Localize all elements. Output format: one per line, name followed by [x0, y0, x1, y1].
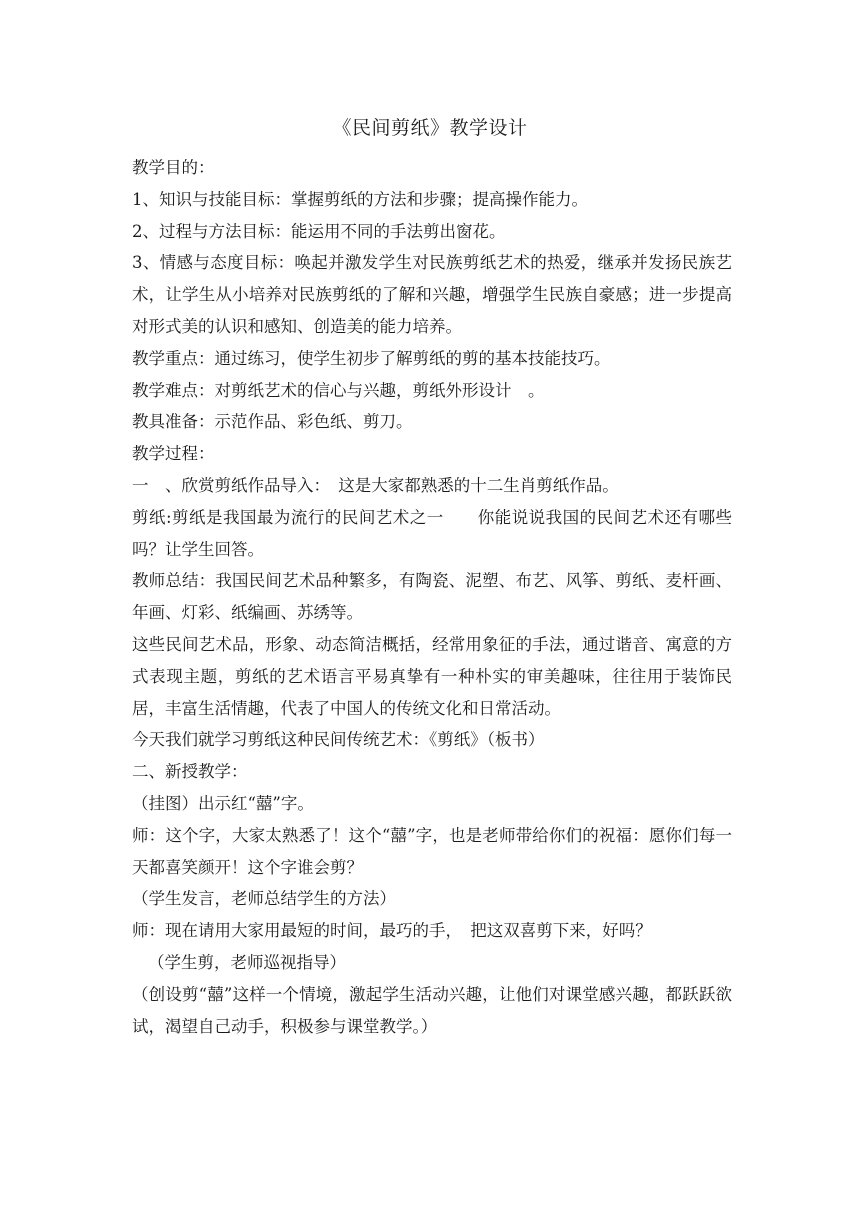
paragraph: （学生发言，老师总结学生的方法）	[132, 889, 396, 909]
paragraph: 二、新授教学：	[132, 762, 248, 782]
paragraph: 教学过程：	[132, 444, 215, 464]
paragraph: 教具准备：示范作品、彩色纸、剪刀。	[132, 412, 413, 432]
paragraph: 教师总结：我国民间艺术品种繁多，有陶瓷、泥塑、布艺、风筝、剪纸、麦杆画、年画、灯彩、纸编画、苏绣等。	[132, 571, 732, 623]
paragraph: 一 、欣赏剪纸作品导入： 这是大家都熟悉的十二生肖剪纸作品。	[132, 475, 619, 495]
paragraph: 3、情感与态度目标：唤起并激发学生对民族剪纸艺术的热爱，继承并发扬民族艺术，让学生从小培养对民族剪纸的了解和兴趣，增强学生民族自豪感；进一步提高对形式美的认识和感知、创造美的能力培养。	[132, 253, 732, 336]
paragraph: 剪纸:剪纸是我国最为流行的民间艺术之一 你能说说我国的民间艺术还有哪些吗？让学生回答。	[132, 507, 732, 559]
paragraph: 1、知识与技能目标：掌握剪纸的方法和步骤；提高操作能力。	[132, 189, 588, 209]
document-title: 《民间剪纸》教学设计	[332, 117, 528, 139]
paragraph: 师：现在请用大家用最短的时间，最巧的手， 把这双喜剪下来，好吗？	[132, 921, 652, 941]
paragraph: 教学难点：对剪纸艺术的信心与兴趣，剪纸外形设计 。	[132, 380, 545, 400]
paragraph: （挂图）出示红“囍”字。	[132, 793, 314, 813]
paragraph: 教学重点：通过练习，使学生初步了解剪纸的剪的基本技能技巧。	[132, 348, 611, 368]
paragraph: （学生剪，老师巡视指导）	[148, 952, 346, 972]
paragraph: 2、过程与方法目标：能运用不同的手法剪出窗花。	[132, 221, 506, 241]
paragraph: （创设剪“囍”这样一个情境，激起学生活动兴趣，让他们对课堂感兴趣，都跃跃欲试，渴望自己动手，积极参与课堂教学。）	[132, 984, 732, 1036]
document-body	[132, 152, 732, 1042]
paragraph: 这些民间艺术品，形象、动态简洁概括，经常用象征的手法，通过谐音、寓意的方式表现主题，剪纸的艺术语言平易真挚有一种朴实的审美趣味，往往用于装饰民居，丰富生活情趣，代表了中国人的传统文化和日常活动。	[132, 634, 732, 718]
paragraph: 今天我们就学习剪纸这种民间传统艺术：《剪纸》（板书）	[132, 730, 545, 750]
paragraph: 教学目的：	[132, 158, 215, 177]
paragraph: 师：这个字，大家太熟悉了！这个“囍”字，也是老师带给你们的祝福：愿你们每一天都喜笑颜开！这个字谁会剪？	[132, 825, 732, 877]
